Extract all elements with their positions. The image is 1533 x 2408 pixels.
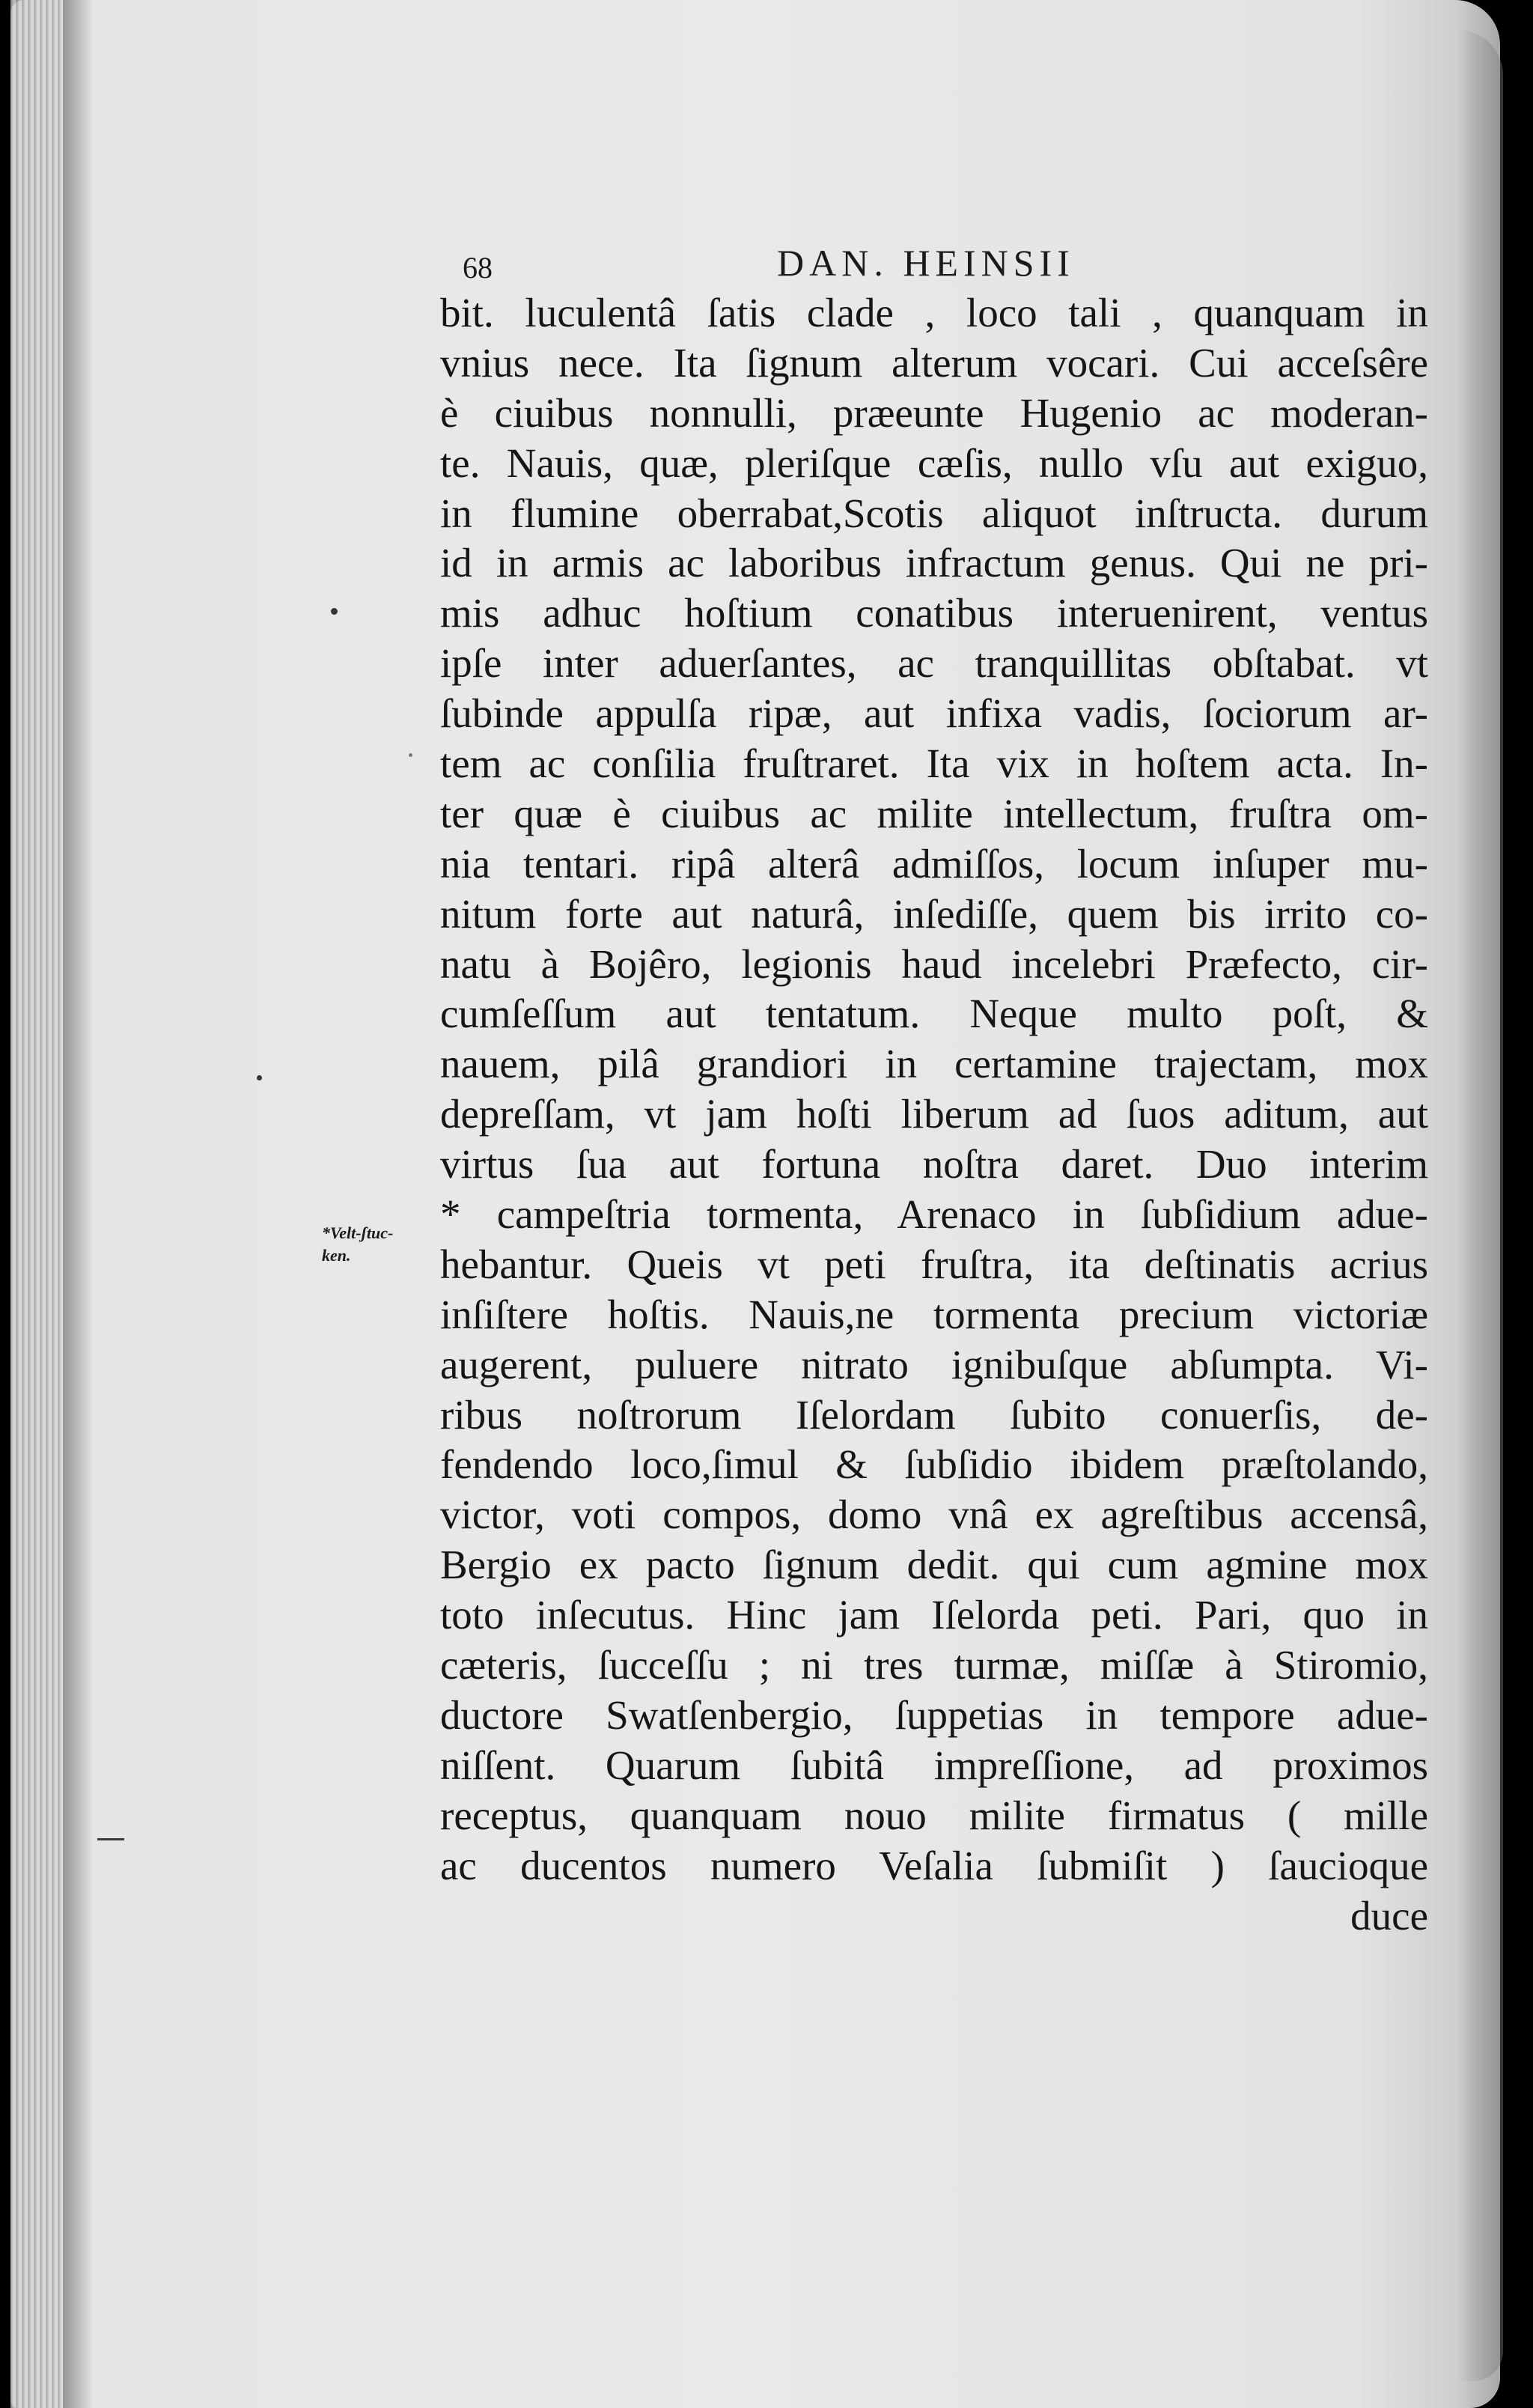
text-line: in flumine oberrabat,Scotis aliquot inſtructa. durum [440, 490, 1428, 536]
ink-speck [331, 608, 338, 615]
text-line: cæteris, ſucceſſu ; ni tres turmæ, miſſæ à Stiromio, [440, 1642, 1428, 1688]
text-line: inſiſtere hoſtis. Nauis,ne tormenta precium victoriæ [440, 1291, 1428, 1337]
text-line: nia tentari. ripâ alterâ admiſſos, locum inſuper mu- [440, 840, 1428, 887]
spine-shadow [63, 0, 93, 2408]
text-line: è ciuibus nonnulli, præeunte Hugenio ac moderan- [440, 389, 1428, 436]
marginal-note-line: *Velt-ʃtuc- [322, 1223, 394, 1242]
marginal-note [322, 1222, 393, 1267]
text-line: te. Nauis, quæ, pleriſque cæſis, nullo vſu aut exiguo, [440, 440, 1428, 486]
page-curl-shadow [1458, 30, 1503, 2381]
text-line: ſubinde appulſa ripæ, aut infixa vadis, ſociorum ar- [440, 690, 1428, 737]
margin-dash [97, 1838, 124, 1840]
text-line: natu à Bojêro, legionis haud incelebri Præfecto, cir- [440, 940, 1428, 987]
body-text [440, 288, 1428, 1941]
text-line: cumſeſſum aut tentatum. Neque multo poſt, & [440, 991, 1428, 1037]
text-line: tem ac conſilia fruſtraret. Ita vix in hoſtem acta. In- [440, 741, 1428, 787]
text-line: fendendo loco,ſimul & ſubſidio ibidem præſtolando, [440, 1441, 1428, 1488]
page-number: 68 [463, 251, 493, 285]
text-line: ac ducentos numero Veſalia ſubmiſit ) ſaucioque [440, 1842, 1428, 1888]
text-line: niſſent. Quarum ſubitâ impreſſione, ad proximos [440, 1742, 1428, 1788]
text-line: nitum forte aut naturâ, inſediſſe, quem bis irrito co- [440, 890, 1428, 937]
text-line: augerent, puluere nitrato ignibuſque abſumpta. Vi- [440, 1341, 1428, 1387]
text-line: vnius nece. Ita ſignum alterum vocari. Cui acceſsêre [440, 339, 1428, 386]
text-line: Bergio ex pacto ſignum dedit. qui cum agmine mox [440, 1542, 1428, 1588]
ink-speck [409, 753, 412, 757]
marginal-note-line: ken. [322, 1246, 351, 1265]
text-line: depreſſam, vt jam hoſti liberum ad ſuos aditum, aut [440, 1091, 1428, 1137]
page-header [463, 241, 1211, 294]
text-line: ipſe inter aduerſantes, ac tranquillitas obſtabat. vt [440, 640, 1428, 687]
ink-speck [257, 1075, 262, 1080]
text-line: victor, voti compos, domo vnâ ex agreſtibus accensâ, [440, 1492, 1428, 1538]
text-line: ribus noſtrorum Iſelordam ſubito conuerſis, de- [440, 1391, 1428, 1438]
text-line: receptus, quanquam nouo milite firmatus ( mille [440, 1792, 1428, 1838]
text-line: * campeſtria tormenta, Arenaco in ſubſidium adue- [440, 1191, 1428, 1238]
text-line: ter quæ è ciuibus ac milite intellectum, fruſtra om- [440, 790, 1428, 836]
text-line: mis adhuc hoſtium conatibus interuenirent, ventus [440, 590, 1428, 636]
text-line: hebantur. Queis vt peti fruſtra, ita deſtinatis acrius [440, 1241, 1428, 1287]
running-head: DAN. HEINSII [777, 242, 1075, 284]
page-edges [10, 0, 63, 2408]
catchword: duce [1350, 1892, 1428, 1939]
text-line: id in armis ac laboribus infractum genus. Qui ne pri- [440, 540, 1428, 586]
text-line: virtus ſua aut fortuna noſtra daret. Duo interim [440, 1141, 1428, 1188]
text-line: bit. luculentâ ſatis clade , loco tali , quanquam in [440, 290, 1428, 335]
text-line: ductore Swatſenbergio, ſuppetias in tempore adue- [440, 1691, 1428, 1738]
text-line: nauem, pilâ grandiori in certamine trajectam, mox [440, 1041, 1428, 1087]
text-line: toto inſecutus. Hinc jam Iſelorda peti. Pari, quo in [440, 1592, 1428, 1638]
